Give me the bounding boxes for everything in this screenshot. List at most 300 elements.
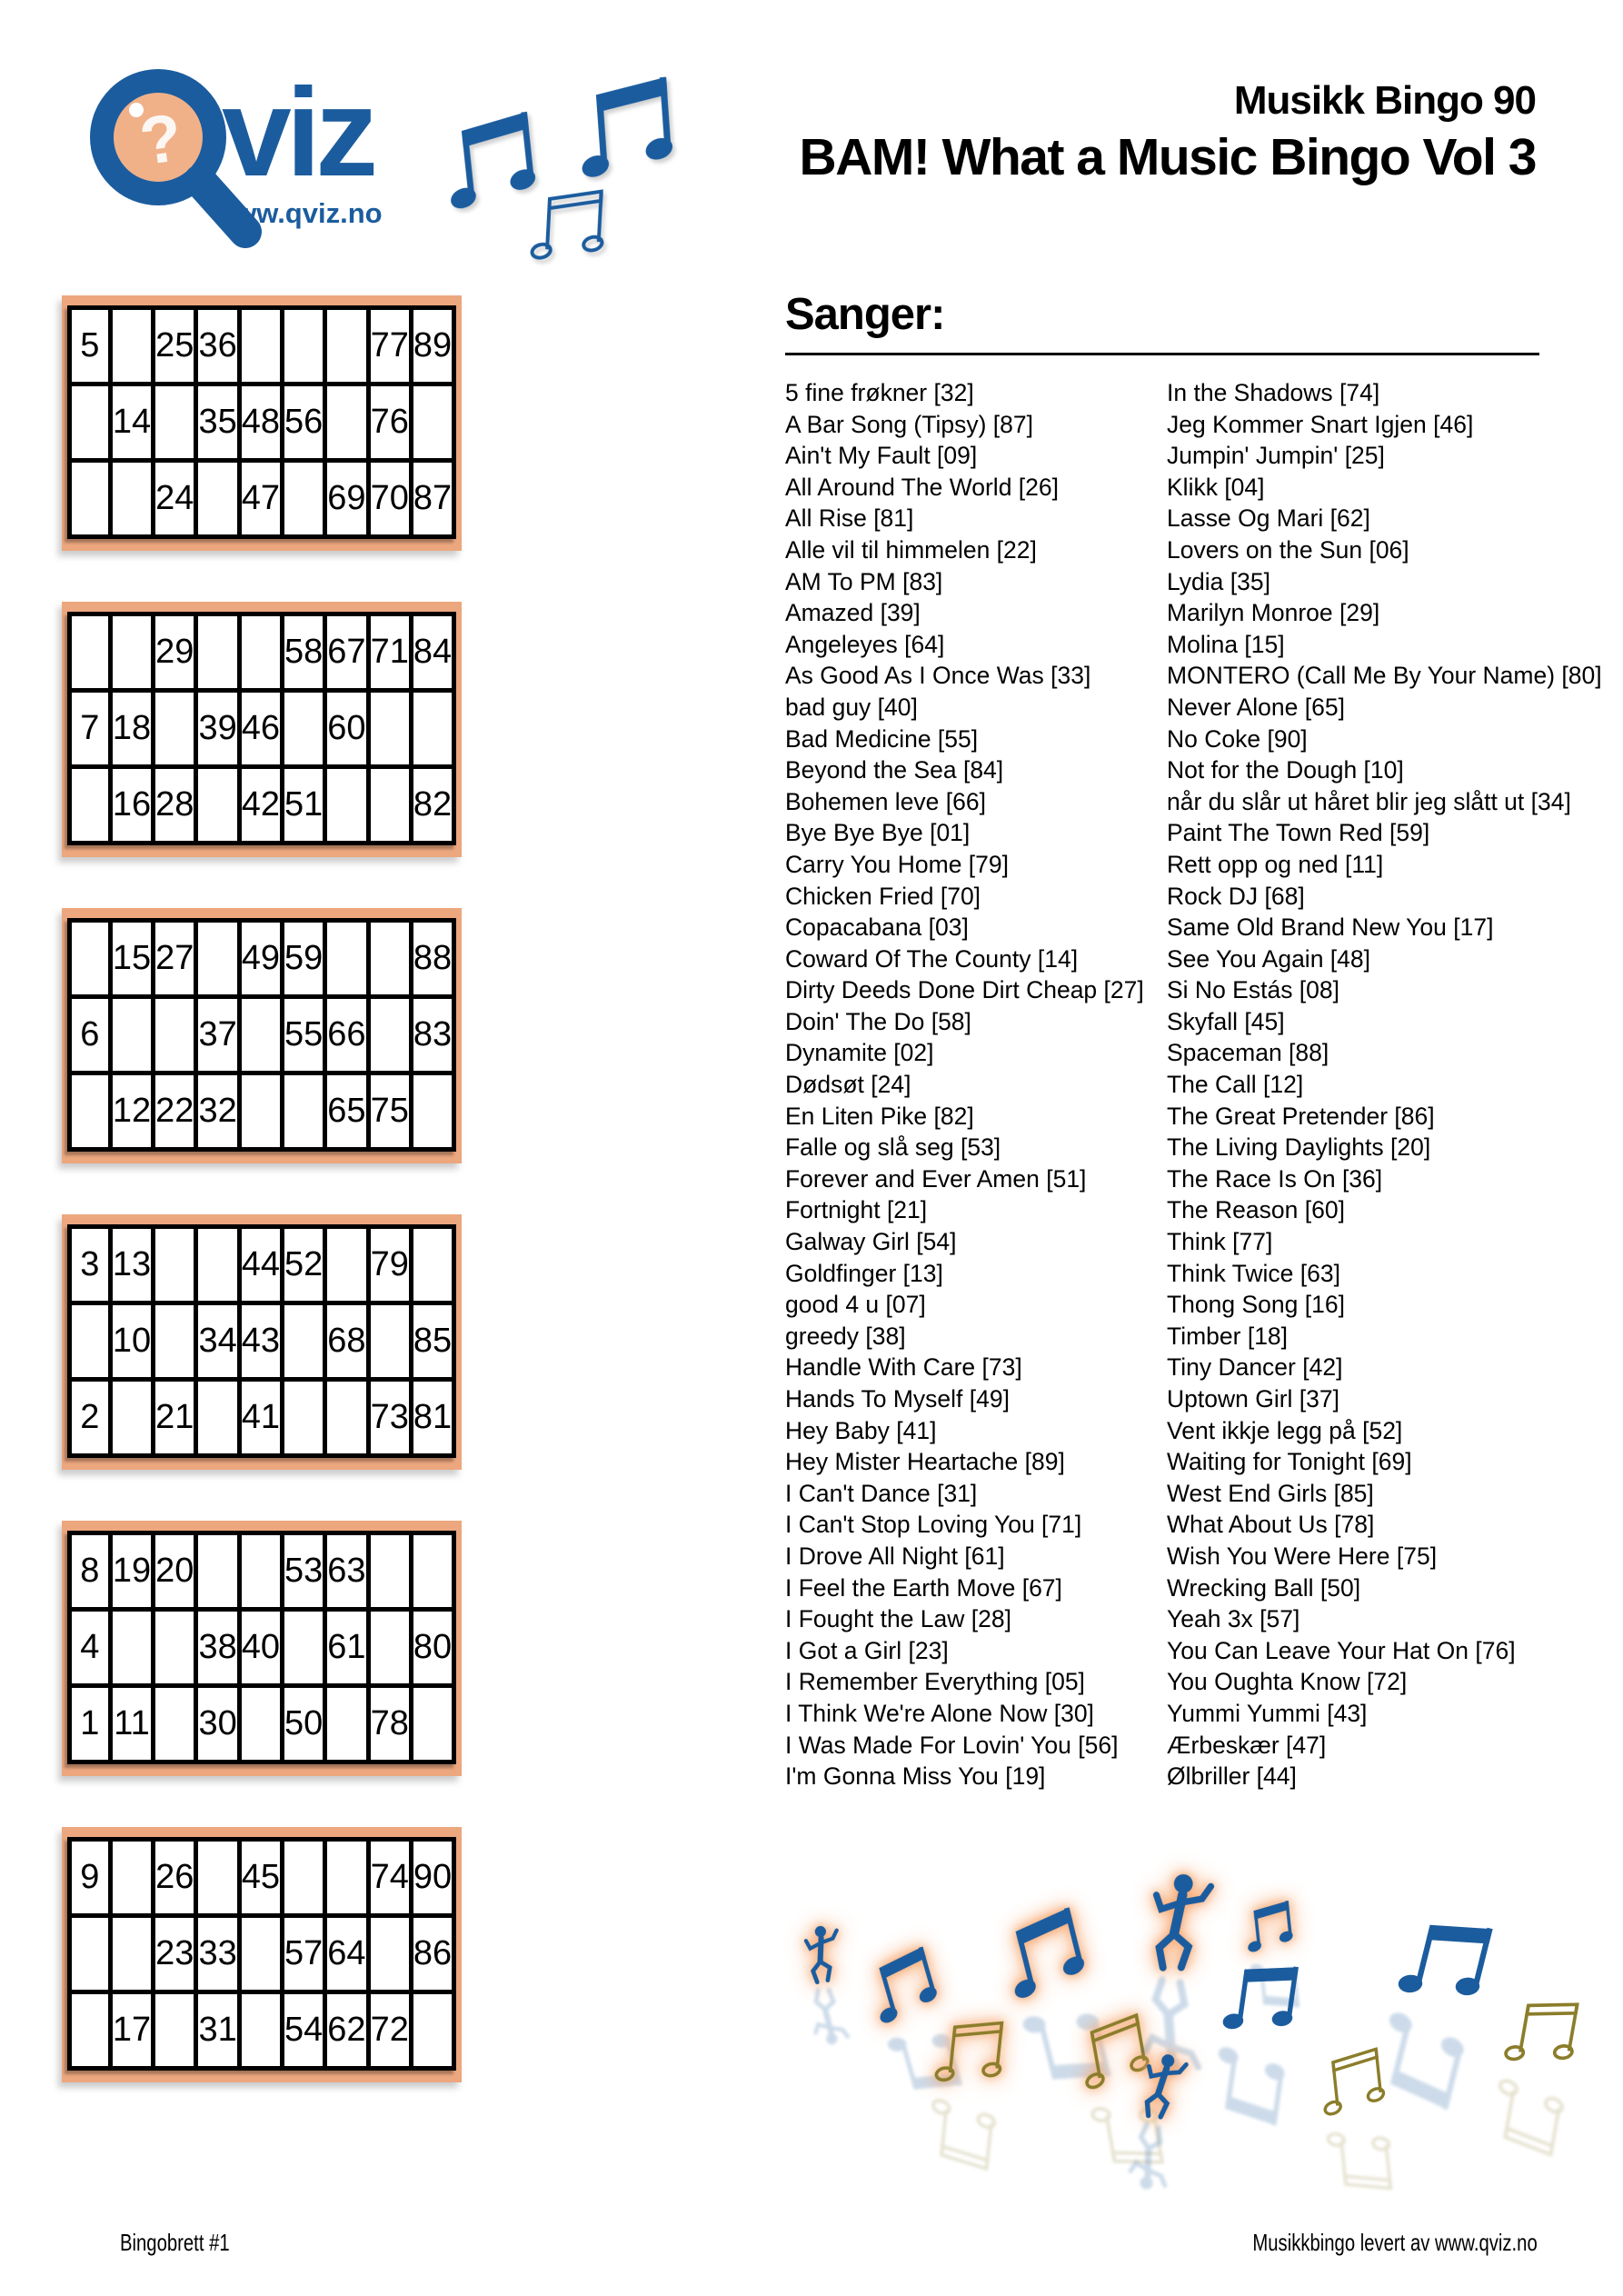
song-item: MONTERO (Call Me By Your Name) [80] bbox=[1167, 662, 1602, 690]
beamed-note-outline-icon bbox=[916, 2089, 1002, 2178]
bingo-cell-number: 54 bbox=[283, 1992, 325, 2069]
bingo-row bbox=[69, 691, 453, 767]
bingo-cell-empty bbox=[154, 1303, 196, 1380]
bingo-row bbox=[69, 1610, 453, 1686]
bingo-cell-number: 47 bbox=[239, 461, 282, 537]
bingo-cell-number: 25 bbox=[154, 308, 196, 384]
song-item: Lydia [35] bbox=[1167, 567, 1270, 595]
song-item: Wish You Were Here [75] bbox=[1167, 1542, 1438, 1570]
board-number-label: Bingobrett #1 bbox=[120, 2229, 230, 2256]
song-item: Amazed [39] bbox=[785, 599, 921, 627]
bingo-cell-number: 31 bbox=[196, 1992, 239, 2069]
bingo-cell-number: 33 bbox=[196, 1916, 239, 1992]
bingo-cell-empty bbox=[154, 1227, 196, 1303]
bingo-cell-empty bbox=[368, 1916, 411, 1992]
song-item: Hey Baby [41] bbox=[785, 1416, 937, 1444]
bingo-cell-empty bbox=[196, 1380, 239, 1456]
beamed-note-icon bbox=[1212, 1949, 1306, 2047]
bingo-cell-number: 72 bbox=[368, 1992, 411, 2069]
bingo-cell-empty bbox=[368, 921, 411, 997]
song-item: Marilyn Monroe [29] bbox=[1167, 599, 1380, 627]
bingo-cell-empty bbox=[283, 691, 325, 767]
bingo-row bbox=[69, 1227, 453, 1303]
song-list-column-2 bbox=[1167, 377, 1602, 1792]
bingo-grid bbox=[67, 1837, 456, 2071]
song-item: good 4 u [07] bbox=[785, 1291, 926, 1319]
song-item: Si No Estás [08] bbox=[1167, 976, 1340, 1004]
bingo-cell-empty bbox=[368, 691, 411, 767]
decor-music-note bbox=[855, 1938, 950, 2038]
bingo-cell-empty bbox=[325, 1227, 368, 1303]
dancer-icon bbox=[796, 1923, 845, 1992]
bingo-cell-number: 77 bbox=[368, 308, 411, 384]
song-item: Klikk [04] bbox=[1167, 473, 1265, 501]
bingo-cell-number: 66 bbox=[325, 997, 368, 1073]
bingo-row bbox=[69, 384, 453, 461]
decor-reflection bbox=[1130, 1968, 1210, 2079]
song-item: AM To PM [83] bbox=[785, 567, 943, 595]
bingo-cell-empty bbox=[239, 997, 282, 1073]
beamed-note-icon bbox=[1238, 1895, 1299, 1963]
song-item: I Got a Girl [23] bbox=[785, 1636, 949, 1664]
bingo-row bbox=[69, 308, 453, 384]
bingo-cell-number: 68 bbox=[325, 1303, 368, 1380]
bingo-cell-number: 18 bbox=[110, 691, 153, 767]
bingo-row bbox=[69, 997, 453, 1073]
dancer-icon bbox=[1130, 2049, 1190, 2125]
bingo-cell-empty bbox=[110, 1610, 153, 1686]
bingo-cell-empty bbox=[368, 1610, 411, 1686]
bingo-cell-empty bbox=[283, 1303, 325, 1380]
bingo-cell-number: 3 bbox=[69, 1227, 110, 1303]
bingo-cell-empty bbox=[411, 1227, 453, 1303]
song-item: A Bar Song (Tipsy) [87] bbox=[785, 410, 1033, 438]
bingo-row bbox=[69, 1380, 453, 1456]
song-item: Paint The Town Red [59] bbox=[1167, 819, 1430, 847]
bingo-card-2 bbox=[62, 602, 462, 857]
dancer-icon bbox=[1137, 1870, 1217, 1976]
bingo-cell-number: 34 bbox=[196, 1303, 239, 1380]
decor-dancer bbox=[1137, 1870, 1217, 1981]
bingo-cell-number: 56 bbox=[283, 384, 325, 461]
bingo-row bbox=[69, 1992, 453, 2069]
bingo-cell-empty bbox=[325, 1686, 368, 1762]
bingo-cell-number: 35 bbox=[196, 384, 239, 461]
bingo-cell-number: 19 bbox=[110, 1533, 153, 1610]
bingo-cell-number: 55 bbox=[283, 997, 325, 1073]
song-item: I Fought the Law [28] bbox=[785, 1605, 1011, 1633]
bingo-cell-number: 15 bbox=[110, 921, 153, 997]
bingo-cell-number: 1 bbox=[69, 1686, 110, 1762]
decor-reflection bbox=[1317, 2114, 1399, 2204]
songs-heading: Sanger: bbox=[785, 290, 945, 339]
bingo-cell-empty bbox=[239, 614, 282, 691]
decor-reflection bbox=[1359, 1994, 1479, 2121]
series-title: Musikk Bingo 90 bbox=[1233, 78, 1536, 123]
beamed-note-outline-icon bbox=[1080, 2088, 1172, 2184]
bingo-card-4 bbox=[62, 1214, 462, 1470]
song-item: Vent ikkje legg på [52] bbox=[1167, 1416, 1403, 1444]
beamed-note-outline-icon bbox=[925, 2007, 1011, 2096]
decor-reflection bbox=[1080, 2083, 1173, 2184]
bingo-cell-empty bbox=[283, 461, 325, 537]
bingo-cell-number: 39 bbox=[196, 691, 239, 767]
beamed-note-icon bbox=[1238, 1895, 1299, 1959]
bingo-cell-empty bbox=[283, 1840, 325, 1916]
logo-question-mark: ? bbox=[134, 98, 187, 180]
beamed-note-outline-icon bbox=[1493, 1982, 1588, 2081]
bingo-cell-number: 51 bbox=[283, 767, 325, 844]
decor-reflection bbox=[1478, 2063, 1573, 2166]
bingo-cell-number: 87 bbox=[411, 461, 453, 537]
song-item: Hey Mister Heartache [89] bbox=[785, 1448, 1065, 1476]
song-item: The Reason [60] bbox=[1167, 1196, 1345, 1224]
song-item: Galway Girl [54] bbox=[785, 1228, 957, 1256]
bingo-cell-empty bbox=[196, 1227, 239, 1303]
bingo-row bbox=[69, 1533, 453, 1610]
bingo-cell-empty bbox=[325, 308, 368, 384]
bingo-cell-empty bbox=[154, 1610, 196, 1686]
beamed-note-icon bbox=[1385, 1899, 1503, 2021]
bingo-cell-empty bbox=[196, 1840, 239, 1916]
bingo-cell-number: 85 bbox=[411, 1303, 453, 1380]
bingo-card-5 bbox=[62, 1521, 462, 1776]
beamed-note-outline-icon bbox=[1065, 2004, 1158, 2101]
bingo-cell-empty bbox=[69, 614, 110, 691]
bingo-cell-number: 36 bbox=[196, 308, 239, 384]
bingo-cell-number: 29 bbox=[154, 614, 196, 691]
song-item: Beyond the Sea [84] bbox=[785, 756, 1004, 784]
bingo-cell-number: 43 bbox=[239, 1303, 282, 1380]
bingo-cell-number: 24 bbox=[154, 461, 196, 537]
song-item: Copacabana [03] bbox=[785, 913, 969, 942]
bingo-cell-number: 53 bbox=[283, 1533, 325, 1610]
song-item: Carry You Home [79] bbox=[785, 850, 1009, 878]
decor-reflection bbox=[916, 2084, 1002, 2178]
decor-music-note bbox=[987, 1898, 1098, 2016]
bingo-cell-number: 80 bbox=[411, 1610, 453, 1686]
bingo-cell-empty bbox=[196, 921, 239, 997]
bingo-cell-number: 84 bbox=[411, 614, 453, 691]
bingo-cell-number: 49 bbox=[239, 921, 282, 997]
song-item: Skyfall [45] bbox=[1167, 1007, 1285, 1035]
decor-music-note bbox=[1211, 1949, 1306, 2051]
bingo-cell-number: 7 bbox=[69, 691, 110, 767]
bingo-cell-empty bbox=[411, 691, 453, 767]
decor-reflection bbox=[1119, 2113, 1180, 2194]
bingo-cell-number: 82 bbox=[411, 767, 453, 844]
bingo-cell-empty bbox=[283, 1073, 325, 1150]
bingo-cell-empty bbox=[69, 1073, 110, 1150]
bingo-cell-number: 69 bbox=[325, 461, 368, 537]
bingo-row bbox=[69, 461, 453, 537]
bingo-cell-number: 61 bbox=[325, 1610, 368, 1686]
beamed-note-icon bbox=[855, 1938, 950, 2038]
bingo-cell-number: 22 bbox=[154, 1073, 196, 1150]
bingo-cell-number: 40 bbox=[239, 1610, 282, 1686]
beamed-note-icon bbox=[1309, 2040, 1391, 2130]
bingo-cell-number: 75 bbox=[368, 1073, 411, 1150]
bingo-cell-empty bbox=[239, 1686, 282, 1762]
decor-music-note bbox=[1492, 1982, 1588, 2085]
bingo-cell-number: 83 bbox=[411, 997, 453, 1073]
bingo-cell-empty bbox=[69, 921, 110, 997]
song-item: Dødsøt [24] bbox=[785, 1071, 911, 1099]
bingo-cell-empty bbox=[154, 1992, 196, 2069]
bingo-cell-number: 65 bbox=[325, 1073, 368, 1150]
bingo-cell-number: 41 bbox=[239, 1380, 282, 1456]
song-item: Tiny Dancer [42] bbox=[1167, 1353, 1343, 1382]
bingo-cell-empty bbox=[239, 1916, 282, 1992]
beamed-note-icon bbox=[1011, 1991, 1120, 2104]
song-item: Falle og slå seg [53] bbox=[785, 1133, 1001, 1162]
bingo-cell-empty bbox=[411, 1073, 453, 1150]
song-item: What About Us [78] bbox=[1167, 1511, 1375, 1539]
bingo-cell-empty bbox=[368, 1533, 411, 1610]
song-item: The Living Daylights [20] bbox=[1167, 1133, 1431, 1162]
bingo-cell-number: 90 bbox=[411, 1840, 453, 1916]
bingo-cell-number: 28 bbox=[154, 767, 196, 844]
bingo-cell-number: 74 bbox=[368, 1840, 411, 1916]
song-item: Forever and Ever Amen [51] bbox=[785, 1164, 1087, 1193]
bingo-cell-number: 88 bbox=[411, 921, 453, 997]
bingo-cell-number: 20 bbox=[154, 1533, 196, 1610]
bingo-cell-number: 60 bbox=[325, 691, 368, 767]
bingo-row bbox=[69, 1073, 453, 1150]
bingo-cell-number: 50 bbox=[283, 1686, 325, 1762]
decor-reflection bbox=[1200, 2031, 1295, 2134]
magnifier-logo-icon bbox=[84, 50, 402, 264]
song-item: Coward Of The County [14] bbox=[785, 944, 1079, 973]
beamed-note-icon bbox=[855, 1938, 949, 2033]
bingo-grid bbox=[67, 1531, 456, 1764]
bingo-cell-number: 76 bbox=[368, 384, 411, 461]
bingo-cell-empty bbox=[411, 1992, 453, 2069]
bingo-cell-number: 71 bbox=[368, 614, 411, 691]
song-item: Timber [18] bbox=[1167, 1322, 1289, 1350]
song-item: Bohemen leve [66] bbox=[785, 787, 986, 815]
song-item: når du slår ut håret blir jeg slått ut [34] bbox=[1167, 787, 1571, 815]
song-item: West End Girls [85] bbox=[1167, 1479, 1374, 1507]
bingo-cell-number: 81 bbox=[411, 1380, 453, 1456]
song-item: Ølbriller [44] bbox=[1167, 1762, 1297, 1791]
bingo-card-6 bbox=[62, 1827, 462, 2082]
bingo-cell-number: 64 bbox=[325, 1916, 368, 1992]
beamed-note-icon bbox=[1200, 2036, 1294, 2134]
bingo-cell-number: 27 bbox=[154, 921, 196, 997]
song-item: All Rise [81] bbox=[785, 504, 914, 533]
bingo-row bbox=[69, 767, 453, 844]
dancer-icon bbox=[1119, 2118, 1179, 2194]
beamed-note-icon bbox=[1065, 2004, 1159, 2105]
song-item: No Coke [90] bbox=[1167, 724, 1308, 753]
song-item: Think [77] bbox=[1167, 1228, 1273, 1256]
bingo-cell-empty bbox=[325, 384, 368, 461]
bingo-cell-number: 48 bbox=[239, 384, 282, 461]
song-item: Spaceman [88] bbox=[1167, 1039, 1329, 1067]
bingo-cell-empty bbox=[69, 1916, 110, 1992]
beamed-note-icon bbox=[987, 1898, 1098, 2016]
bingo-cell-empty bbox=[411, 1533, 453, 1610]
song-item: Waiting for Tonight [69] bbox=[1167, 1448, 1412, 1476]
song-item: Dirty Deeds Done Dirt Cheap [27] bbox=[785, 976, 1144, 1004]
bingo-cell-number: 73 bbox=[368, 1380, 411, 1456]
bingo-row bbox=[69, 1840, 453, 1916]
song-item: You Can Leave Your Hat On [76] bbox=[1167, 1636, 1516, 1664]
bingo-cell-number: 17 bbox=[110, 1992, 153, 2069]
decor-music-note bbox=[1238, 1895, 1299, 1963]
bingo-cell-empty bbox=[110, 1916, 153, 1992]
bingo-cell-empty bbox=[239, 1073, 282, 1150]
bingo-cell-empty bbox=[239, 1992, 282, 2069]
bingo-cell-number: 89 bbox=[411, 308, 453, 384]
bingo-cell-empty bbox=[69, 384, 110, 461]
bingo-cell-number: 30 bbox=[196, 1686, 239, 1762]
song-item: Fortnight [21] bbox=[785, 1196, 928, 1224]
bingo-cell-number: 21 bbox=[154, 1380, 196, 1456]
song-item: I Remember Everything [05] bbox=[785, 1668, 1085, 1696]
dancer-icon bbox=[796, 1923, 845, 1988]
bingo-cell-empty bbox=[110, 461, 153, 537]
bingo-card-3 bbox=[62, 908, 462, 1163]
song-item: Doin' The Do [58] bbox=[785, 1007, 971, 1035]
decor-music-note bbox=[1309, 2040, 1391, 2130]
songs-divider bbox=[785, 353, 1539, 355]
bingo-cell-number: 23 bbox=[154, 1916, 196, 1992]
bingo-cell-number: 78 bbox=[368, 1686, 411, 1762]
song-item: As Good As I Once Was [33] bbox=[785, 662, 1091, 690]
songs-panel bbox=[785, 289, 1602, 1792]
bingo-cell-empty bbox=[196, 614, 239, 691]
song-item: All Around The World [26] bbox=[785, 473, 1059, 501]
dancer-icon bbox=[1130, 1972, 1210, 2079]
dancer-icon bbox=[1130, 2049, 1190, 2130]
bingo-cell-empty bbox=[368, 997, 411, 1073]
bingo-cell-empty bbox=[110, 308, 153, 384]
bingo-cell-number: 11 bbox=[110, 1686, 153, 1762]
song-item: greedy [38] bbox=[785, 1322, 906, 1350]
song-item: Same Old Brand New You [17] bbox=[1167, 913, 1494, 942]
song-item: You Oughta Know [72] bbox=[1167, 1668, 1408, 1696]
bingo-cell-empty bbox=[325, 767, 368, 844]
bingo-row bbox=[69, 1303, 453, 1380]
logo-brand-text: viz bbox=[222, 63, 373, 203]
bingo-cell-empty bbox=[110, 997, 153, 1073]
song-item: I Can't Stop Loving You [71] bbox=[785, 1511, 1082, 1539]
bingo-cell-empty bbox=[196, 767, 239, 844]
beamed-note-icon bbox=[987, 1898, 1097, 2011]
beamed-note-icon bbox=[1243, 1954, 1304, 2018]
bingo-cell-number: 86 bbox=[411, 1916, 453, 1992]
bingo-cell-empty bbox=[368, 767, 411, 844]
bingo-grid bbox=[67, 305, 456, 539]
song-item: Lasse Og Mari [62] bbox=[1167, 504, 1370, 533]
bingo-cell-number: 70 bbox=[368, 461, 411, 537]
decor-dancer bbox=[796, 1923, 845, 1992]
song-item: Lovers on the Sun [06] bbox=[1167, 535, 1409, 564]
bingo-cell-number: 44 bbox=[239, 1227, 282, 1303]
bingo-cards-column bbox=[62, 295, 462, 2133]
beamed-note-outline-icon bbox=[1478, 2068, 1572, 2166]
song-item: bad guy [40] bbox=[785, 693, 918, 721]
bingo-cell-number: 38 bbox=[196, 1610, 239, 1686]
bingo-cell-empty bbox=[110, 1380, 153, 1456]
bingo-cell-number: 12 bbox=[110, 1073, 153, 1150]
song-item: I Was Made For Lovin' You [56] bbox=[785, 1731, 1119, 1759]
song-item: I Feel the Earth Move [67] bbox=[785, 1573, 1062, 1602]
bingo-cell-empty bbox=[154, 997, 196, 1073]
decor-reflection bbox=[802, 1979, 851, 2048]
bingo-cell-number: 8 bbox=[69, 1533, 110, 1610]
bingo-row bbox=[69, 1686, 453, 1762]
song-item: The Call [12] bbox=[1167, 1071, 1304, 1099]
decor-reflection bbox=[1243, 1950, 1305, 2018]
bingo-cell-empty bbox=[325, 1380, 368, 1456]
bingo-cell-number: 32 bbox=[196, 1073, 239, 1150]
song-item: Angeleyes [64] bbox=[785, 630, 945, 658]
song-item: See You Again [48] bbox=[1167, 944, 1370, 973]
beamed-note-icon bbox=[564, 69, 682, 187]
beamed-note-icon bbox=[1383, 1899, 1502, 2025]
bingo-cell-number: 57 bbox=[283, 1916, 325, 1992]
song-item: Not for the Dough [10] bbox=[1167, 756, 1404, 784]
decor-music-note bbox=[924, 2007, 1011, 2101]
bingo-cell-empty bbox=[69, 767, 110, 844]
bingo-cell-empty bbox=[325, 1840, 368, 1916]
song-item: I'm Gonna Miss You [19] bbox=[785, 1762, 1046, 1791]
song-item: Rett opp og ned [11] bbox=[1167, 850, 1384, 878]
bingo-cell-empty bbox=[110, 614, 153, 691]
song-item: Never Alone [65] bbox=[1167, 693, 1345, 721]
song-item: Ain't My Fault [09] bbox=[785, 442, 978, 470]
song-item: En Liten Pike [82] bbox=[785, 1102, 974, 1130]
dancer-icon bbox=[802, 1983, 851, 2048]
bingo-cell-empty bbox=[411, 384, 453, 461]
bingo-cell-empty bbox=[69, 1303, 110, 1380]
bingo-cell-number: 46 bbox=[239, 691, 282, 767]
song-item: Rock DJ [68] bbox=[1167, 882, 1305, 910]
logo-url-text: www.qviz.no bbox=[213, 197, 383, 229]
beamed-note-outline-icon bbox=[1318, 2118, 1400, 2203]
bingo-cell-number: 45 bbox=[239, 1840, 282, 1916]
decor-reflection bbox=[876, 2010, 971, 2110]
bingo-row bbox=[69, 1916, 453, 1992]
song-item: Think Twice [63] bbox=[1167, 1259, 1340, 1287]
decor-dancer bbox=[1130, 2049, 1190, 2130]
songs-columns bbox=[785, 377, 1602, 1792]
bingo-cell-empty bbox=[110, 1840, 153, 1916]
beamed-note-icon bbox=[924, 2007, 1011, 2101]
beamed-note-icon bbox=[1211, 1949, 1306, 2051]
bingo-cell-number: 13 bbox=[110, 1227, 153, 1303]
song-item: Goldfinger [13] bbox=[785, 1259, 943, 1287]
song-item: I Drove All Night [61] bbox=[785, 1542, 1005, 1570]
song-item: Chicken Fried [70] bbox=[785, 882, 981, 910]
bingo-cell-number: 16 bbox=[110, 767, 153, 844]
bingo-cell-number: 37 bbox=[196, 997, 239, 1073]
song-item: Handle With Care [73] bbox=[785, 1353, 1022, 1382]
song-item: I Can't Dance [31] bbox=[785, 1479, 978, 1507]
bingo-cell-empty bbox=[196, 1533, 239, 1610]
song-item: The Great Pretender [86] bbox=[1167, 1102, 1435, 1130]
song-item: Hands To Myself [49] bbox=[785, 1385, 1010, 1413]
bingo-cell-number: 42 bbox=[239, 767, 282, 844]
bingo-cell-number: 79 bbox=[368, 1227, 411, 1303]
bingo-cell-number: 5 bbox=[69, 308, 110, 384]
header-music-notes bbox=[427, 68, 754, 268]
song-item: Jeg Kommer Snart Igjen [46] bbox=[1167, 410, 1474, 438]
song-item: I Think We're Alone Now [30] bbox=[785, 1699, 1094, 1727]
